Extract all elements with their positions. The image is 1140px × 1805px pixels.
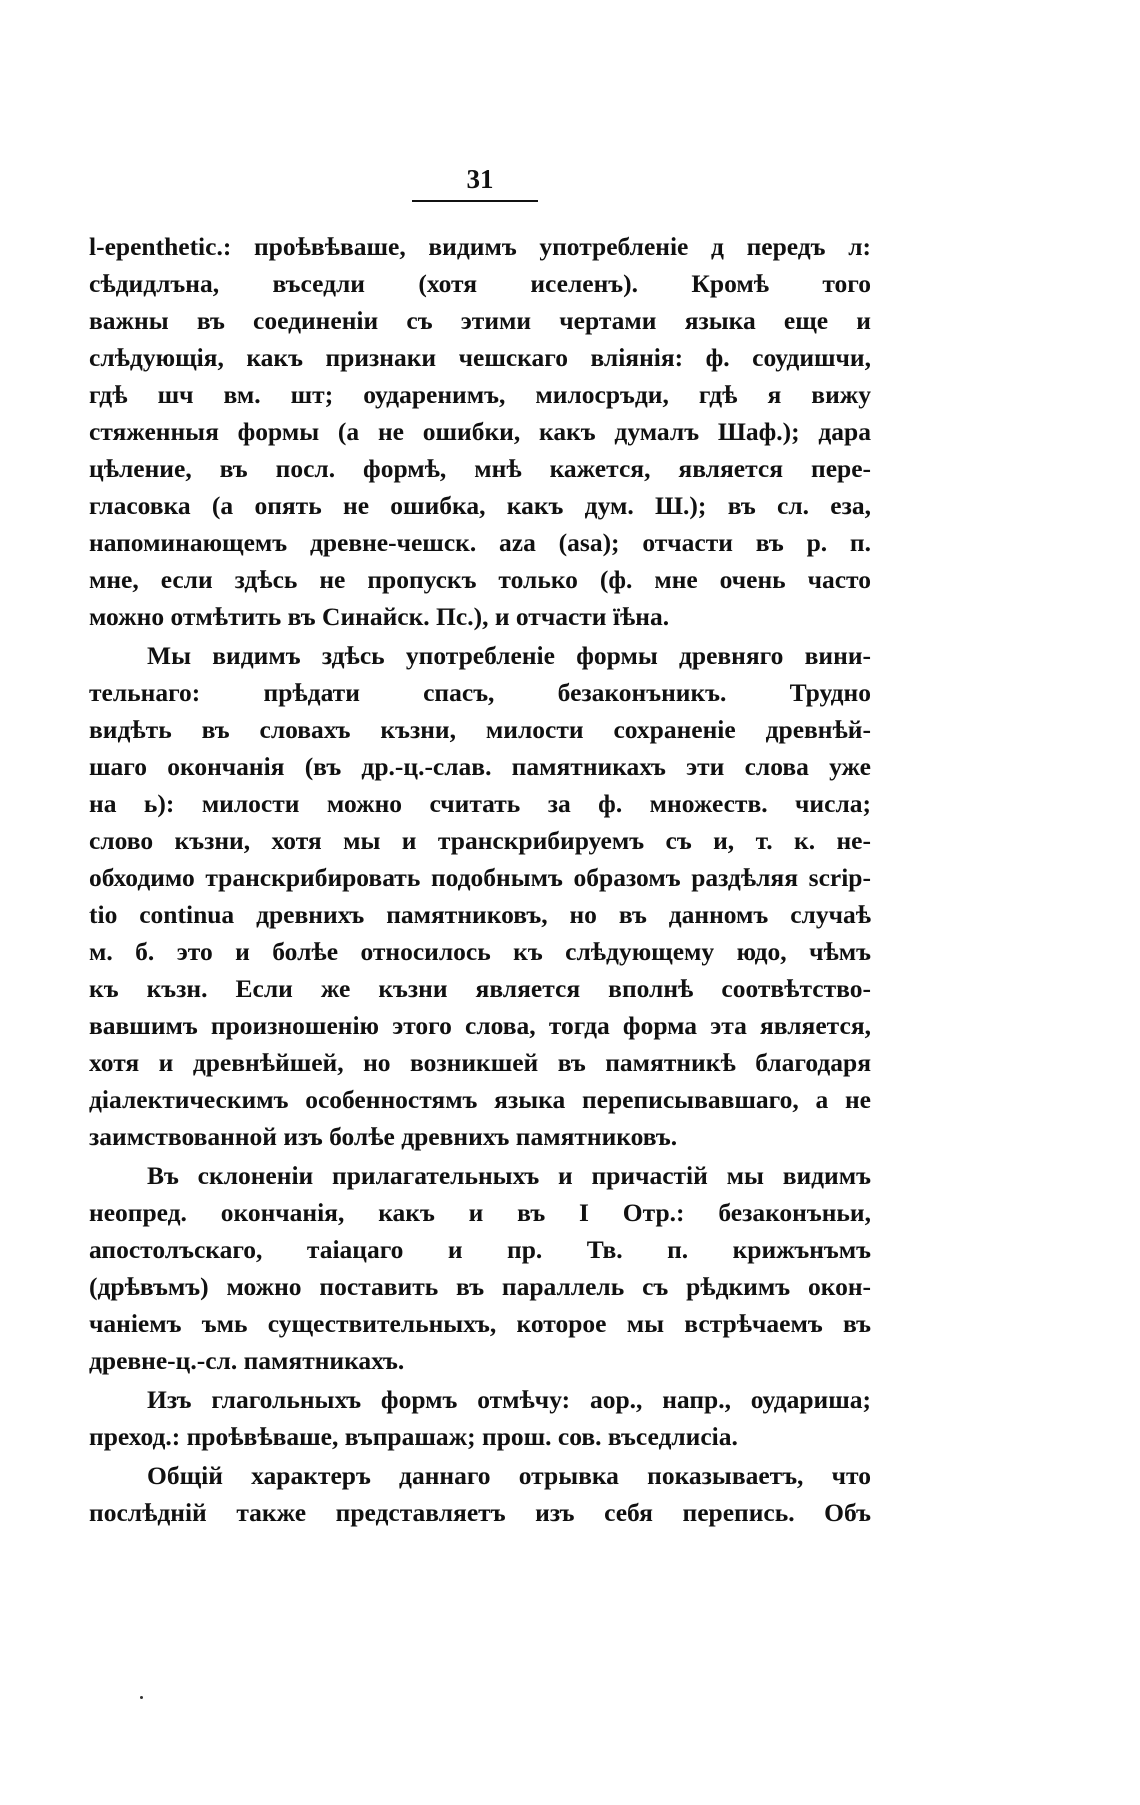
text-line: діалектическимъ особенностямъ языка переписывавшаго, а не — [89, 1085, 871, 1114]
scan-speck — [140, 1696, 143, 1699]
text-line: можно отмѣтить въ Синайск. Пс.), и отчасти їѣна. — [89, 602, 670, 631]
text-line: древне-ц.-сл. памятникахъ. — [89, 1346, 405, 1375]
paragraph-4 — [89, 1381, 871, 1455]
text-line: обходимо транскрибировать подобнымъ образомъ раздѣляя scrip- — [89, 863, 871, 892]
text-line: неопред. окончанія, какъ и въ I Отр.: безаконъньи, — [89, 1198, 871, 1227]
text-line: преход.: проѣвѣваше, въпрашаж; прош. сов. въседлисіа. — [89, 1422, 738, 1451]
paragraph-3 — [89, 1157, 871, 1379]
text-line: апостолъскаго, таіацаго и пр. Тв. п. крижънъмъ — [89, 1235, 871, 1264]
text-line: мне, если здѣсь не пропускъ только (ф. мне очень часто — [89, 565, 871, 594]
text-line: послѣдній также представляетъ изъ себя перепись. Объ — [89, 1498, 871, 1527]
paragraph-1 — [89, 228, 871, 635]
text-line: гдѣ шч вм. шт; оударенимъ, милосръди, гдѣ я вижу — [89, 380, 871, 409]
text-line: напоминающемъ древне-чешск. aza (asa); отчасти въ р. п. — [89, 528, 871, 557]
text-line: Общій характеръ даннаго отрывка показываетъ, что — [147, 1461, 871, 1490]
text-line: заимствованной изъ болѣе древнихъ памятниковъ. — [89, 1122, 678, 1151]
text-line: l-epenthetic.: проѣвѣваше, видимъ употребленіе д передъ л: — [89, 232, 871, 261]
text-line: шаго окончанія (въ др.-ц.-слав. памятникахъ эти слова уже — [89, 752, 871, 781]
text-line: м. б. это и болѣе относилось къ слѣдующему юдо, чѣмъ — [89, 937, 871, 966]
text-line: Изъ глагольныхъ формъ отмѣчу: аор., напр., оудариша; — [147, 1385, 871, 1414]
text-line: тельнаго: прѣдати спасъ, безаконъникъ. Трудно — [89, 678, 871, 707]
page-number: 31 — [466, 164, 494, 194]
text-line: tio continua древнихъ памятниковъ, но въ данномъ случаѣ — [89, 900, 871, 929]
paragraph-5 — [89, 1457, 871, 1531]
body-text — [89, 228, 871, 1531]
page-number-rule — [412, 200, 538, 202]
text-line: (дрѣвъмъ) можно поставить въ параллель съ рѣдкимъ окон- — [89, 1272, 871, 1301]
text-line: слѣдующія, какъ признаки чешскаго вліянія: ф. соудишчи, — [89, 343, 871, 372]
text-line: цѣление, въ посл. формѣ, мнѣ кажется, является пере- — [89, 454, 871, 483]
text-line: гласовка (а опять не ошибка, какъ дум. Ш.); въ сл. еза, — [89, 491, 871, 520]
text-line: сѣдидлъна, въседли (хотя иселенъ). Кромѣ того — [89, 269, 871, 298]
text-line: стяженныя формы (а не ошибки, какъ думалъ Шаф.); дара — [89, 417, 871, 446]
text-line: видѣть въ словахъ къзни, милости сохраненіе древнѣй- — [89, 715, 871, 744]
text-line: Въ склоненіи прилагательныхъ и причастій мы видимъ — [147, 1161, 871, 1190]
text-line: Мы видимъ здѣсь употребленіе формы древняго вини- — [147, 641, 871, 670]
text-line: слово къзни, хотя мы и транскрибируемъ съ и, т. к. не- — [89, 826, 871, 855]
text-line: чаніемъ ъмь существительныхъ, которое мы встрѣчаемъ въ — [89, 1309, 871, 1338]
text-line: къ къзн. Если же къзни является вполнѣ соотвѣтство- — [89, 974, 871, 1003]
text-line: важны въ соединеніи съ этими чертами языка еще и — [89, 306, 871, 335]
text-line: хотя и древнѣйшей, но возникшей въ памятникѣ благодаря — [89, 1048, 871, 1077]
text-line: вавшимъ произношенію этого слова, тогда форма эта является, — [89, 1011, 871, 1040]
text-line: на ь): милости можно считать за ф. множеств. числа; — [89, 789, 871, 818]
paragraph-2 — [89, 637, 871, 1155]
